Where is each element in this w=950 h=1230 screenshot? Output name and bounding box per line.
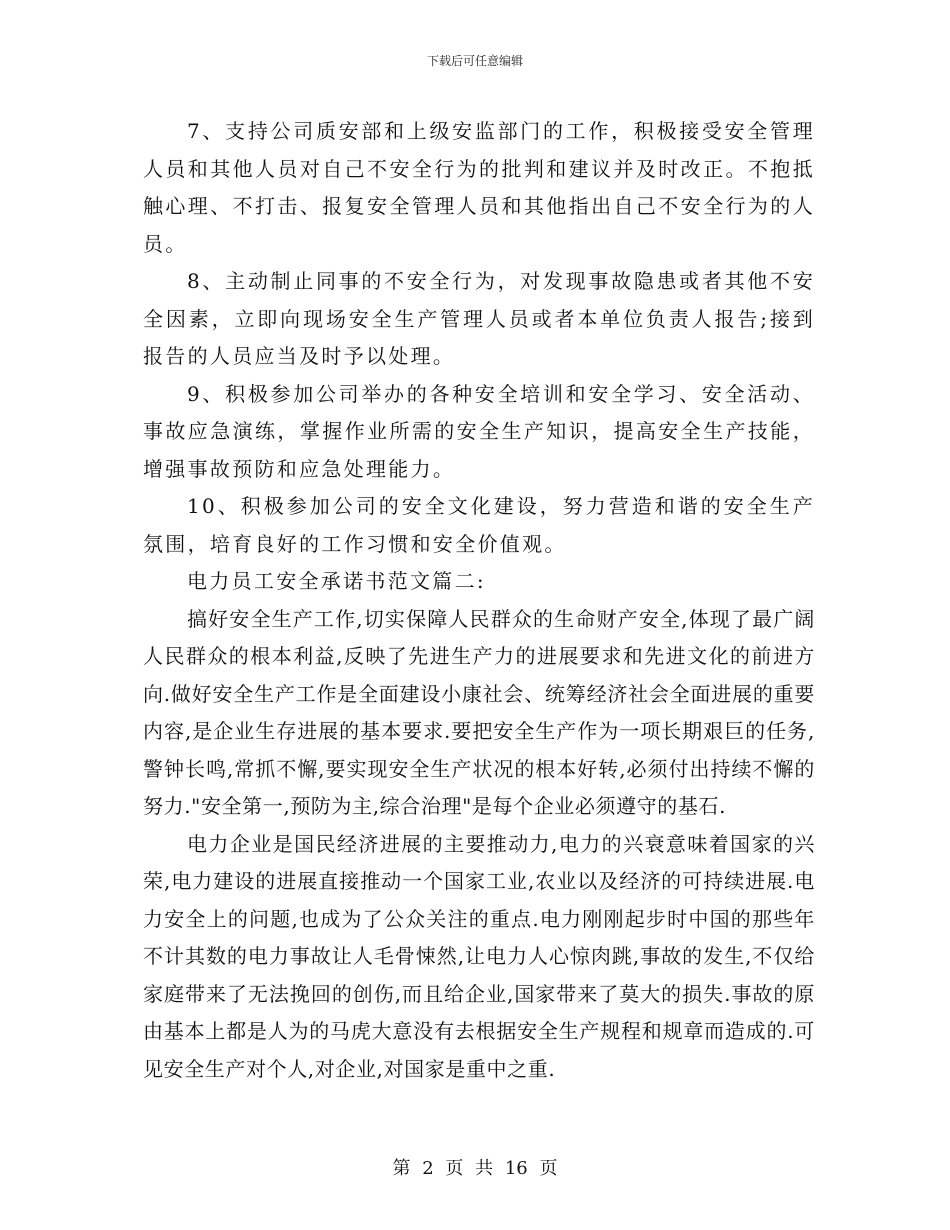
paragraph-item-9: 9、积极参加公司举办的各种安全培训和安全学习、安全活动、事故应急演练，掌握作业所需的安全生产知识，提高安全生产技能，增强事故预防和应急处理能力。 (143, 381, 815, 481)
paragraph-power-enterprise: 电力企业是国民经济进展的主要推动力,电力的兴衰意味着国家的兴荣,电力建设的进展直接推动一个国家工业,农业以及经济的可持续进展.电力安全上的问题,也成为了公众关注的重点.电力刚刚起步时中国的那些年不计其数的电力事故让人毛骨悚然,让电力人心惊肉跳,事故的发生,不仅给家庭带来了无法挽回的创伤,而且给企业,国家带来了莫大的损失.事故的原由基本上都是人为的马虎大意没有去根据安全生产规程和规章而造成的.可见安全生产对个人,对企业,对国家是重中之重. (143, 831, 815, 1081)
section-heading: 电力员工安全承诺书范文篇二: (187, 569, 486, 593)
page-header: 下载后可任意编辑 (426, 54, 523, 68)
paragraph-item-7: 7、支持公司质安部和上级安监部门的工作，积极接受安全管理人员和其他人员对自己不安全行为的批判和建议并及时改正。不抱抵触心理、不打击、报复安全管理人员和其他指出自己不安全行为的人员。 (143, 119, 815, 256)
document-body (143, 113, 815, 1088)
paragraph-intro: 搞好安全生产工作,切实保障人民群众的生命财产安全,体现了最广阔人民群众的根本利益,反映了先进生产力的进展要求和先进文化的前进方向.做好安全生产工作是全面建设小康社会、统筹经济社会全面进展的重要内容,是企业生存进展的基本要求.要把安全生产作为一项长期艰巨的任务,警钟长鸣,常抓不懈,要实现安全生产状况的根本好转,必须付出持续不懈的努力."安全第一,预防为主,综合治理"是每个企业必须遵守的基石. (143, 606, 815, 818)
paragraph-item-10: 10、积极参加公司的安全文化建设，努力营造和谐的安全生产氛围，培育良好的工作习惯和安全价值观。 (143, 494, 815, 556)
paragraph-item-8: 8、主动制止同事的不安全行为，对发现事故隐患或者其他不安全因素，立即向现场安全生产管理人员或者本单位负责人报告;接到报告的人员应当及时予以处理。 (143, 269, 815, 368)
page-number: 第 2 页 共 16 页 (392, 1158, 558, 1179)
